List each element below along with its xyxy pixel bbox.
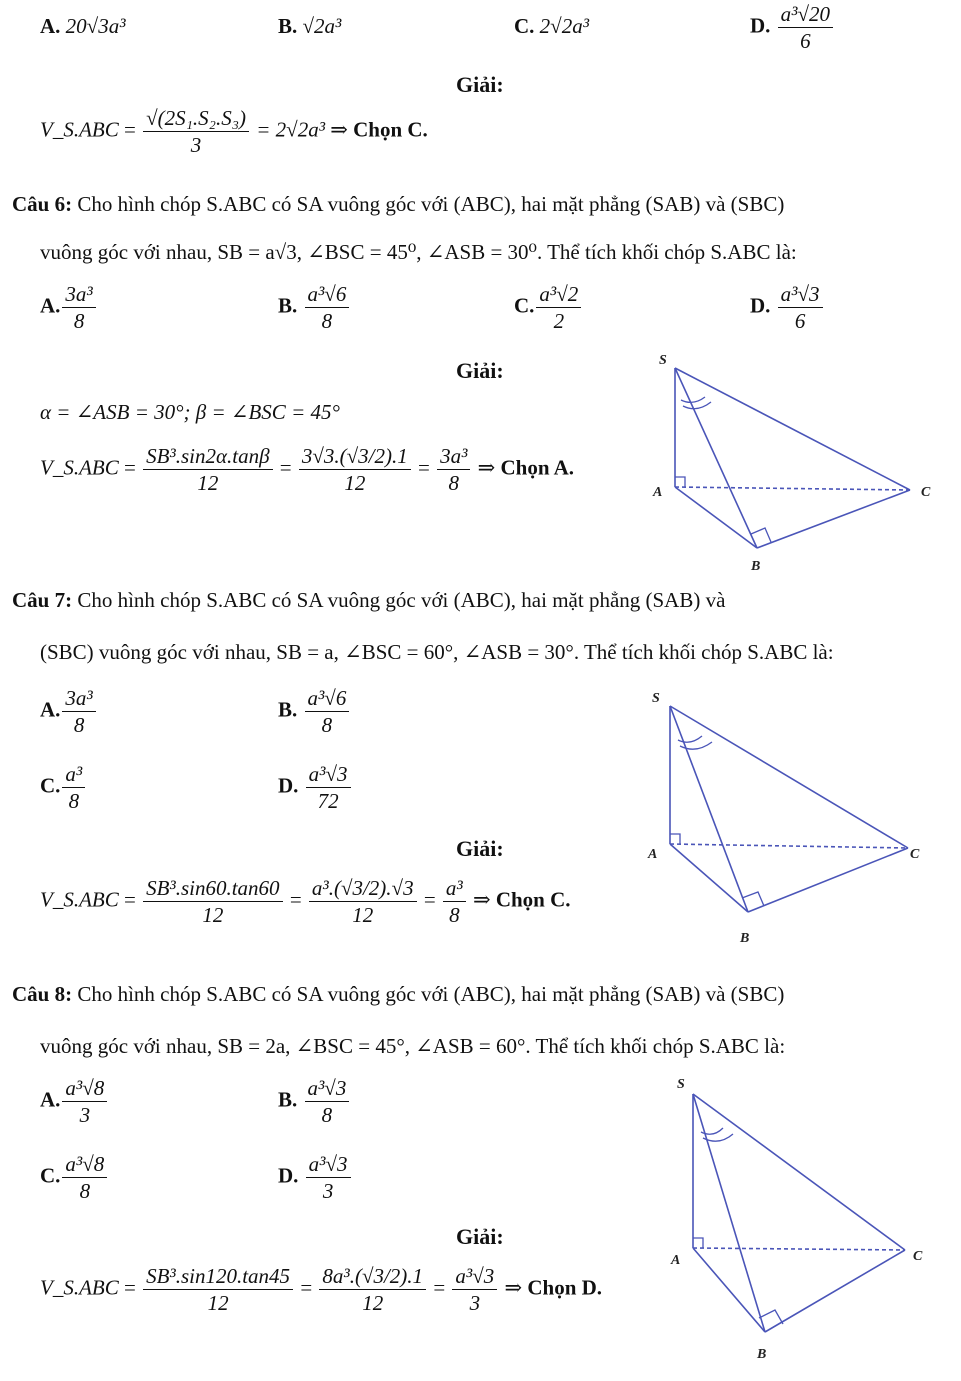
formula-numerator: 3√3.(√3/2).1 xyxy=(299,444,411,470)
option-label: C. xyxy=(40,1163,61,1188)
option-label: D. xyxy=(750,293,771,318)
q7-question-line1 xyxy=(12,588,725,613)
formula-lhs: V_S.ABC xyxy=(40,455,119,480)
formula-numerator: √(2S₁.S₂.S₃) xyxy=(143,106,249,132)
option-numerator: a³√3 xyxy=(306,762,351,788)
option-denominator: 2 xyxy=(553,309,565,334)
option-denominator: 6 xyxy=(800,29,811,54)
option-numerator: a³ xyxy=(62,762,85,788)
q8-solution-formula: V_S.ABC = $\frac{\text{SB³.sin120.tan45}}{12}$ = $\frac{\text{8a³.(√3/2).1}}{12}$ = $\frac{\text{a³√3}}{3}$ ⇒ Chọn D. xyxy=(40,1264,603,1316)
q7-pyramid-figure xyxy=(640,684,940,946)
option-numerator: a³√20 xyxy=(778,2,833,28)
option-denominator: 8 xyxy=(73,309,85,334)
question-text: Cho hình chóp S.ABC có SA vuông góc với (ABC), hai mặt phẳng (SAB) và (SBC) xyxy=(77,192,785,216)
option-value: √2a³ xyxy=(302,14,342,38)
q7-solution-formula: V_S.ABC = $\frac{\text{SB³.sin60.tan60}}{12}$ = $\frac{\text{a³.(√3/2).√3}}{12}$ = $\frac{\text{a³}}{8}$ ⇒ Chọn C. xyxy=(40,876,571,928)
formula-numerator: a³ xyxy=(443,876,466,902)
solution-heading: Giải: xyxy=(456,358,504,383)
option-numerator: 3a³ xyxy=(62,686,95,712)
question-text: Cho hình chóp S.ABC có SA vuông góc với (ABC), hai mặt phẳng (SAB) và xyxy=(77,588,726,612)
q8-option-c xyxy=(40,1152,109,1203)
option-label: C. xyxy=(40,773,61,798)
q6-option-c xyxy=(514,282,583,333)
q7-question-line2: (SBC) vuông góc với nhau, SB = a, ∠BSC = 60°, ∠ASB = 30°. Thể tích khối chóp S.ABC là: xyxy=(40,640,834,664)
q8-pyramid-figure xyxy=(665,1070,945,1365)
option-value: 2√2a³ xyxy=(539,14,589,38)
formula-denominator: 12 xyxy=(207,1291,229,1316)
q6-solution-formula: V_S.ABC = $\frac{\text{SB³.sin2α.tanβ}}{12}$ = $\frac{3√3.(√3/2).1}{12}$ = $\frac{\text{3a³}}{8}$ ⇒ Chọn A. xyxy=(40,444,575,496)
vertex-label-c: C xyxy=(921,485,931,500)
q7-option-d xyxy=(278,762,353,813)
option-denominator: 8 xyxy=(73,713,85,738)
option-label: A. xyxy=(40,293,61,318)
option-denominator: 72 xyxy=(317,789,339,814)
option-label: B. xyxy=(278,14,298,38)
vertex-label-c: C xyxy=(910,847,920,862)
formula-denominator: 3 xyxy=(190,133,202,158)
option-numerator: 3a³ xyxy=(62,282,95,308)
formula-denominator: 12 xyxy=(202,903,224,928)
option-label: B. xyxy=(278,293,298,318)
option-label: D. xyxy=(278,1163,299,1188)
formula-numerator: a³.(√3/2).√3 xyxy=(309,876,417,902)
formula-result: = 2√2a³ ⇒ xyxy=(256,117,348,142)
option-numerator: a³√6 xyxy=(305,686,350,712)
q6-angle-definition: α = ∠ASB = 30°; β = ∠BSC = 45° xyxy=(40,400,340,424)
formula-denominator: 8 xyxy=(449,903,460,928)
formula-numerator: 3a³ xyxy=(437,444,470,470)
chosen-answer: Chọn C. xyxy=(353,117,428,142)
option-label: A. xyxy=(40,697,61,722)
q6-option-a xyxy=(40,282,98,333)
option-denominator: 8 xyxy=(321,1103,333,1128)
formula-numerator: SB³.sin2α.tanβ xyxy=(143,444,272,470)
option-numerator: a³√8 xyxy=(62,1076,107,1102)
option-denominator: 8 xyxy=(321,713,333,738)
q5-option-c xyxy=(514,14,589,39)
q7-option-b xyxy=(278,686,351,737)
q6-option-d xyxy=(750,282,825,333)
formula-numerator: SB³.sin120.tan45 xyxy=(143,1264,293,1290)
chosen-answer: Chọn C. xyxy=(495,887,571,912)
vertex-label-b: B xyxy=(751,559,761,574)
vertex-label-s: S xyxy=(659,353,667,368)
formula-denominator: 3 xyxy=(469,1291,481,1316)
option-numerator: a³√3 xyxy=(778,282,823,308)
option-denominator: 8 xyxy=(79,1179,91,1204)
option-denominator: 3 xyxy=(79,1103,91,1128)
option-label: D. xyxy=(278,773,299,798)
q8-question-line1 xyxy=(12,982,784,1007)
formula-lhs: V_S.ABC xyxy=(40,117,119,142)
pyramid-lines xyxy=(675,368,910,548)
implies-arrow: ⇒ xyxy=(472,887,491,912)
q5-option-a xyxy=(40,14,126,39)
vertex-label-b: B xyxy=(757,1347,767,1362)
vertex-label-s: S xyxy=(652,691,660,706)
option-denominator: 8 xyxy=(321,309,333,334)
q8-option-d xyxy=(278,1152,353,1203)
q6-option-b xyxy=(278,282,351,333)
formula-lhs: V_S.ABC xyxy=(40,887,119,912)
solution-heading: Giải: xyxy=(456,72,504,97)
pyramid-lines xyxy=(693,1094,905,1332)
option-label: D. xyxy=(750,13,771,38)
option-denominator: 3 xyxy=(322,1179,334,1204)
q8-option-b xyxy=(278,1076,351,1127)
question-label: Câu 8: xyxy=(12,982,73,1006)
q7-option-a xyxy=(40,686,98,737)
formula-denominator: 8 xyxy=(448,471,459,496)
q8-option-a xyxy=(40,1076,109,1127)
option-label: B. xyxy=(278,1087,298,1112)
q5-option-d xyxy=(750,2,835,53)
formula-denominator: 12 xyxy=(362,1291,384,1316)
option-denominator: 6 xyxy=(794,309,806,334)
q6-question-line1 xyxy=(12,192,784,217)
formula-denominator: 12 xyxy=(352,903,374,928)
option-denominator: 8 xyxy=(68,789,80,814)
question-label: Câu 7: xyxy=(12,588,73,612)
vertex-label-c: C xyxy=(913,1249,923,1264)
question-label: Câu 6: xyxy=(12,192,73,216)
vertex-label-a: A xyxy=(648,847,658,862)
formula-numerator: SB³.sin60.tan60 xyxy=(143,876,282,902)
option-label: B. xyxy=(278,697,298,722)
q6-question-line2: vuông góc với nhau, SB = a√3, ∠BSC = 45⁰, ∠ASB = 30⁰. Thể tích khối chóp S.ABC là: xyxy=(40,240,797,264)
solution-heading: Giải: xyxy=(456,1224,504,1249)
option-numerator: a³√6 xyxy=(305,282,350,308)
pyramid-lines xyxy=(670,706,908,912)
vertex-label-s: S xyxy=(677,1077,685,1092)
formula-numerator: a³√3 xyxy=(452,1264,497,1290)
q8-question-line2: vuông góc với nhau, SB = 2a, ∠BSC = 45°, ∠ASB = 60°. Thể tích khối chóp S.ABC là: xyxy=(40,1034,786,1058)
q6-pyramid-figure xyxy=(645,350,945,575)
option-label: C. xyxy=(514,14,535,38)
q5-option-b xyxy=(278,14,341,39)
vertex-label-a: A xyxy=(653,485,663,500)
chosen-answer: Chọn D. xyxy=(527,1275,603,1300)
option-numerator: a³√8 xyxy=(62,1152,107,1178)
solution-heading: Giải: xyxy=(456,836,504,861)
question-text: Cho hình chóp S.ABC có SA vuông góc với (ABC), hai mặt phẳng (SAB) và (SBC) xyxy=(77,982,785,1006)
option-label: C. xyxy=(514,293,535,318)
chosen-answer: Chọn A. xyxy=(500,455,575,480)
option-label: A. xyxy=(40,1087,61,1112)
q7-option-c xyxy=(40,762,87,813)
option-value: 20√3a³ xyxy=(65,14,126,38)
option-numerator: a³√3 xyxy=(306,1152,351,1178)
option-label: A. xyxy=(40,14,61,38)
formula-numerator: 8a³.(√3/2).1 xyxy=(319,1264,426,1290)
formula-lhs: V_S.ABC xyxy=(40,1275,119,1300)
q5-solution-formula: V_S.ABC = $\frac{\text{√(2S₁.S₂.S₃)}}{3}$ = 2√2a³ ⇒ Chọn C. xyxy=(40,106,428,158)
implies-arrow: ⇒ xyxy=(504,1275,523,1300)
formula-denominator: 12 xyxy=(344,471,366,496)
option-numerator: a³√3 xyxy=(305,1076,350,1102)
option-numerator: a³√2 xyxy=(536,282,581,308)
formula-denominator: 12 xyxy=(197,471,219,496)
implies-arrow: ⇒ xyxy=(477,455,496,480)
vertex-label-a: A xyxy=(671,1253,681,1268)
vertex-label-b: B xyxy=(740,931,750,946)
